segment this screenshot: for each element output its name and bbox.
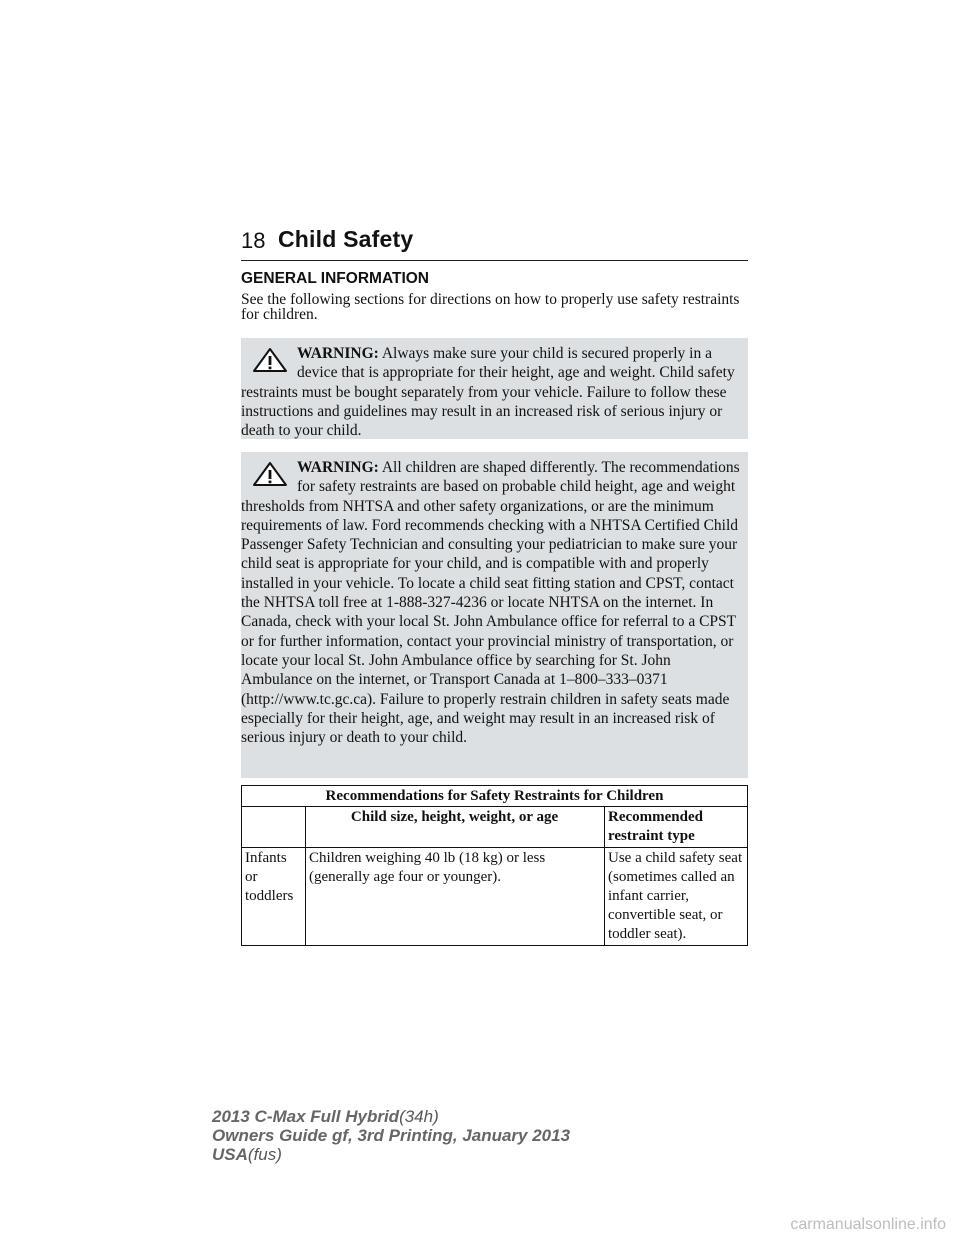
table-header-row bbox=[242, 807, 748, 848]
column-header-category bbox=[242, 807, 306, 848]
table-caption: Recommendations for Safety Restraints for Children bbox=[242, 786, 748, 807]
footer-guide: Owners Guide gf, 3rd Printing, January 2013 bbox=[212, 1126, 571, 1145]
page-title: Child Safety bbox=[278, 226, 414, 252]
cell-age-group: Infants or toddlers bbox=[242, 848, 306, 946]
intro-paragraph: See the following sections for directions on how to properly use safety restraints for children. bbox=[241, 291, 740, 323]
recommendations-table bbox=[241, 785, 748, 946]
footer-model-code: (34h) bbox=[399, 1107, 439, 1126]
page-number: 18 bbox=[241, 228, 266, 253]
page-header bbox=[241, 226, 748, 261]
warning-triangle-icon bbox=[251, 347, 289, 373]
warning-triangle-icon bbox=[251, 461, 289, 487]
footer-market-code: (fus) bbox=[247, 1145, 282, 1164]
footer-guide-line bbox=[212, 1126, 570, 1145]
recommendations-table-container bbox=[241, 785, 748, 946]
section-heading: GENERAL INFORMATION bbox=[241, 270, 430, 287]
footer-model: 2013 C-Max Full Hybrid bbox=[212, 1107, 400, 1126]
warning-label: WARNING: bbox=[297, 345, 379, 362]
footer-market-line bbox=[212, 1145, 570, 1164]
footer-model-line bbox=[212, 1107, 570, 1126]
warning-text: Always make sure your child is secured properly in a device that is appropriate for their height, age and weight. Child safety restraints must be bought separately from your vehicle. Failure to follow these instructions and guidelines may result in an increased risk of serious injury or death to your child. bbox=[241, 345, 735, 440]
warning-label: WARNING: bbox=[297, 459, 379, 476]
document-footer bbox=[212, 1107, 570, 1164]
watermark: carmanualsonline.info bbox=[790, 1216, 946, 1233]
table-row bbox=[242, 848, 748, 946]
warning-text: All children are shaped differently. The recommendations for safety restraints are based on probable child height, age and weight thresholds from NHTSA and other safety organizations, or are the minimum requirements of law. Ford recommends checking with a NHTSA Certified Child Passenger Safety Technician and consulting your pediatrician to make sure your child seat is appropriate for your child, and is compatible with and properly installed in your vehicle. To locate a child seat fitting station and CPST, contact the NHTSA toll free at 1-888-327-4236 or locate NHTSA on the internet. In Canada, check with your local St. John Ambulance office for referral to a CPST or for further information, contact your provincial ministry of transportation, or locate your local St. John Ambulance office by searching for St. John Ambulance on the internet, or Transport Canada at 1–800–333–0371 (http://www.tc.gc.ca). Failure to properly restrain children in safety seats made especially for their height, age, and weight may result in an increased risk of serious injury or death to your child. bbox=[241, 459, 740, 747]
footer-market: USA bbox=[212, 1145, 248, 1164]
cell-child-size: Children weighing 40 lb (18 kg) or less (generally age four or younger). bbox=[306, 848, 605, 946]
warning-box bbox=[241, 452, 748, 778]
cell-restraint-type: Use a child safety seat (sometimes called an infant carrier, convertible seat, or toddler seat). bbox=[605, 848, 748, 946]
table-caption-row bbox=[242, 786, 748, 807]
column-header-child-size: Child size, height, weight, or age bbox=[306, 807, 605, 848]
column-header-restraint: Recommended restraint type bbox=[605, 807, 748, 848]
warning-box bbox=[241, 338, 748, 439]
